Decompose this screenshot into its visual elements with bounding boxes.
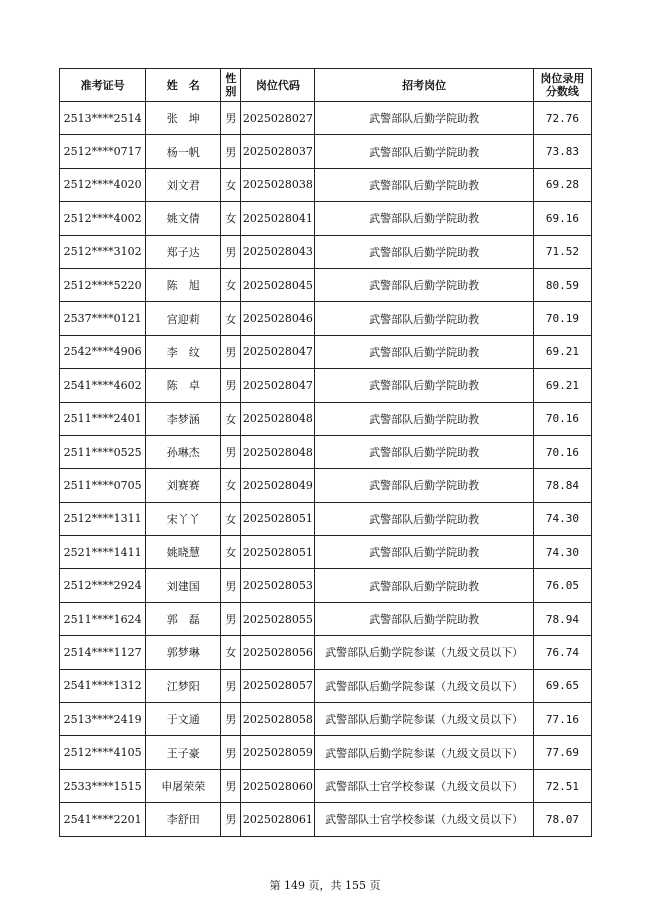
post-code-cell: 2025028049	[241, 469, 315, 502]
exam-id-cell: 2511****2401	[60, 402, 146, 435]
name-cell: 刘赛赛	[146, 469, 221, 502]
table-row	[60, 569, 592, 602]
header-score	[533, 69, 591, 102]
post-code-cell: 2025028061	[241, 803, 315, 836]
sex-cell: 女	[221, 202, 241, 235]
score-cell: 74.30	[533, 536, 591, 569]
header-score-line2: 分数线	[545, 85, 579, 98]
table-body	[60, 102, 592, 837]
post-code-cell: 2025028038	[241, 168, 315, 201]
post-code-cell: 2025028055	[241, 602, 315, 635]
sex-cell: 男	[221, 669, 241, 702]
name-cell: 刘文君	[146, 168, 221, 201]
name-cell: 郭 磊	[146, 602, 221, 635]
table-row	[60, 268, 592, 301]
name-cell: 郭梦琳	[146, 636, 221, 669]
post-code-cell: 2025028043	[241, 235, 315, 268]
table-row	[60, 235, 592, 268]
table-row	[60, 736, 592, 769]
name-cell: 孙琳杰	[146, 435, 221, 468]
post-code-cell: 2025028056	[241, 636, 315, 669]
post-cell: 武警部队士官学校参谋（九级文员以下）	[315, 803, 533, 836]
name-cell: 刘建国	[146, 569, 221, 602]
post-cell: 武警部队后勤学院助教	[315, 268, 533, 301]
score-cell: 78.84	[533, 469, 591, 502]
table-row	[60, 102, 592, 135]
name-cell: 于文通	[146, 703, 221, 736]
post-cell: 武警部队后勤学院参谋（九级文员以下）	[315, 669, 533, 702]
score-cell: 70.16	[533, 435, 591, 468]
post-cell: 武警部队后勤学院助教	[315, 569, 533, 602]
table-row	[60, 803, 592, 836]
header-post: 招考岗位	[315, 69, 533, 102]
post-cell: 武警部队后勤学院助教	[315, 335, 533, 368]
exam-id-cell: 2541****4602	[60, 369, 146, 402]
name-cell: 李 纹	[146, 335, 221, 368]
post-code-cell: 2025028047	[241, 369, 315, 402]
table-header-row	[60, 69, 592, 102]
exam-id-cell: 2513****2419	[60, 703, 146, 736]
table-row	[60, 168, 592, 201]
score-cell: 71.52	[533, 235, 591, 268]
exam-id-cell: 2512****0717	[60, 135, 146, 168]
results-table	[59, 68, 592, 837]
score-cell: 77.69	[533, 736, 591, 769]
post-cell: 武警部队后勤学院助教	[315, 202, 533, 235]
sex-cell: 男	[221, 235, 241, 268]
name-cell: 张 坤	[146, 102, 221, 135]
table-row	[60, 669, 592, 702]
post-cell: 武警部队后勤学院助教	[315, 435, 533, 468]
table-row	[60, 202, 592, 235]
header-sex-line2: 别	[225, 85, 237, 98]
sex-cell: 女	[221, 502, 241, 535]
header-sex-line1: 性	[225, 72, 237, 85]
table-row	[60, 135, 592, 168]
sex-cell: 男	[221, 435, 241, 468]
name-cell: 江梦阳	[146, 669, 221, 702]
sex-cell: 男	[221, 803, 241, 836]
post-cell: 武警部队士官学校参谋（九级文员以下）	[315, 769, 533, 802]
post-code-cell: 2025028037	[241, 135, 315, 168]
post-code-cell: 2025028053	[241, 569, 315, 602]
score-cell: 70.19	[533, 302, 591, 335]
table-row	[60, 302, 592, 335]
post-cell: 武警部队后勤学院助教	[315, 168, 533, 201]
exam-id-cell: 2512****1311	[60, 502, 146, 535]
score-cell: 72.51	[533, 769, 591, 802]
sex-cell: 女	[221, 402, 241, 435]
post-code-cell: 2025028051	[241, 502, 315, 535]
post-cell: 武警部队后勤学院助教	[315, 302, 533, 335]
table-row	[60, 335, 592, 368]
name-cell: 宋丫丫	[146, 502, 221, 535]
post-cell: 武警部队后勤学院助教	[315, 469, 533, 502]
name-cell: 李舒田	[146, 803, 221, 836]
exam-id-cell: 2512****4105	[60, 736, 146, 769]
score-cell: 73.83	[533, 135, 591, 168]
exam-id-cell: 2512****3102	[60, 235, 146, 268]
post-cell: 武警部队后勤学院助教	[315, 135, 533, 168]
post-cell: 武警部队后勤学院助教	[315, 235, 533, 268]
exam-id-cell: 2521****1411	[60, 536, 146, 569]
table-row	[60, 469, 592, 502]
sex-cell: 女	[221, 536, 241, 569]
sex-cell: 男	[221, 769, 241, 802]
sex-cell: 男	[221, 335, 241, 368]
score-cell: 76.05	[533, 569, 591, 602]
table-row	[60, 402, 592, 435]
header-exam-id: 准考证号	[60, 69, 146, 102]
exam-id-cell: 2511****1624	[60, 602, 146, 635]
score-cell: 72.76	[533, 102, 591, 135]
exam-id-cell: 2541****2201	[60, 803, 146, 836]
post-cell: 武警部队后勤学院参谋（九级文员以下）	[315, 636, 533, 669]
exam-id-cell: 2541****1312	[60, 669, 146, 702]
post-code-cell: 2025028051	[241, 536, 315, 569]
page-footer: 第 149 页，共 155 页	[269, 879, 381, 892]
score-cell: 69.28	[533, 168, 591, 201]
exam-id-cell: 2533****1515	[60, 769, 146, 802]
score-cell: 69.21	[533, 369, 591, 402]
name-cell: 申屠荣荣	[146, 769, 221, 802]
name-cell: 王子豪	[146, 736, 221, 769]
name-cell: 陈 旭	[146, 268, 221, 301]
score-cell: 69.21	[533, 335, 591, 368]
table-row	[60, 769, 592, 802]
score-cell: 74.30	[533, 502, 591, 535]
exam-id-cell: 2513****2514	[60, 102, 146, 135]
score-cell: 70.16	[533, 402, 591, 435]
score-cell: 69.65	[533, 669, 591, 702]
post-code-cell: 2025028060	[241, 769, 315, 802]
sex-cell: 女	[221, 469, 241, 502]
name-cell: 李梦涵	[146, 402, 221, 435]
score-cell: 78.07	[533, 803, 591, 836]
post-code-cell: 2025028027	[241, 102, 315, 135]
table-row	[60, 502, 592, 535]
sex-cell: 男	[221, 703, 241, 736]
post-code-cell: 2025028046	[241, 302, 315, 335]
exam-id-cell: 2512****5220	[60, 268, 146, 301]
score-cell: 78.94	[533, 602, 591, 635]
sex-cell: 女	[221, 302, 241, 335]
name-cell: 姚晓慧	[146, 536, 221, 569]
sex-cell: 男	[221, 602, 241, 635]
exam-id-cell: 2511****0525	[60, 435, 146, 468]
sex-cell: 女	[221, 636, 241, 669]
sex-cell: 女	[221, 168, 241, 201]
table-row	[60, 703, 592, 736]
post-cell: 武警部队后勤学院助教	[315, 369, 533, 402]
sex-cell: 男	[221, 369, 241, 402]
exam-id-cell: 2512****4020	[60, 168, 146, 201]
exam-id-cell: 2514****1127	[60, 636, 146, 669]
exam-id-cell: 2542****4906	[60, 335, 146, 368]
table-row	[60, 536, 592, 569]
score-cell: 69.16	[533, 202, 591, 235]
post-code-cell: 2025028048	[241, 402, 315, 435]
name-cell: 杨一帆	[146, 135, 221, 168]
post-code-cell: 2025028047	[241, 335, 315, 368]
exam-id-cell: 2537****0121	[60, 302, 146, 335]
table-row	[60, 435, 592, 468]
post-code-cell: 2025028048	[241, 435, 315, 468]
header-sex	[221, 69, 241, 102]
post-code-cell: 2025028058	[241, 703, 315, 736]
post-cell: 武警部队后勤学院参谋（九级文员以下）	[315, 703, 533, 736]
post-cell: 武警部队后勤学院参谋（九级文员以下）	[315, 736, 533, 769]
score-cell: 76.74	[533, 636, 591, 669]
score-cell: 77.16	[533, 703, 591, 736]
post-cell: 武警部队后勤学院助教	[315, 602, 533, 635]
sex-cell: 男	[221, 736, 241, 769]
post-code-cell: 2025028059	[241, 736, 315, 769]
sex-cell: 男	[221, 135, 241, 168]
table-row	[60, 369, 592, 402]
table-row	[60, 636, 592, 669]
header-name: 姓 名	[146, 69, 221, 102]
post-cell: 武警部队后勤学院助教	[315, 102, 533, 135]
exam-id-cell: 2512****4002	[60, 202, 146, 235]
exam-id-cell: 2512****2924	[60, 569, 146, 602]
sex-cell: 男	[221, 102, 241, 135]
post-cell: 武警部队后勤学院助教	[315, 536, 533, 569]
name-cell: 郑子达	[146, 235, 221, 268]
table-row	[60, 602, 592, 635]
sex-cell: 男	[221, 569, 241, 602]
header-score-line1: 岗位录用	[540, 72, 585, 85]
post-cell: 武警部队后勤学院助教	[315, 502, 533, 535]
post-code-cell: 2025028057	[241, 669, 315, 702]
sex-cell: 女	[221, 268, 241, 301]
exam-id-cell: 2511****0705	[60, 469, 146, 502]
name-cell: 宫迎莉	[146, 302, 221, 335]
post-code-cell: 2025028041	[241, 202, 315, 235]
post-cell: 武警部队后勤学院助教	[315, 402, 533, 435]
name-cell: 姚文倩	[146, 202, 221, 235]
score-cell: 80.59	[533, 268, 591, 301]
header-post-code: 岗位代码	[241, 69, 315, 102]
post-code-cell: 2025028045	[241, 268, 315, 301]
name-cell: 陈 卓	[146, 369, 221, 402]
